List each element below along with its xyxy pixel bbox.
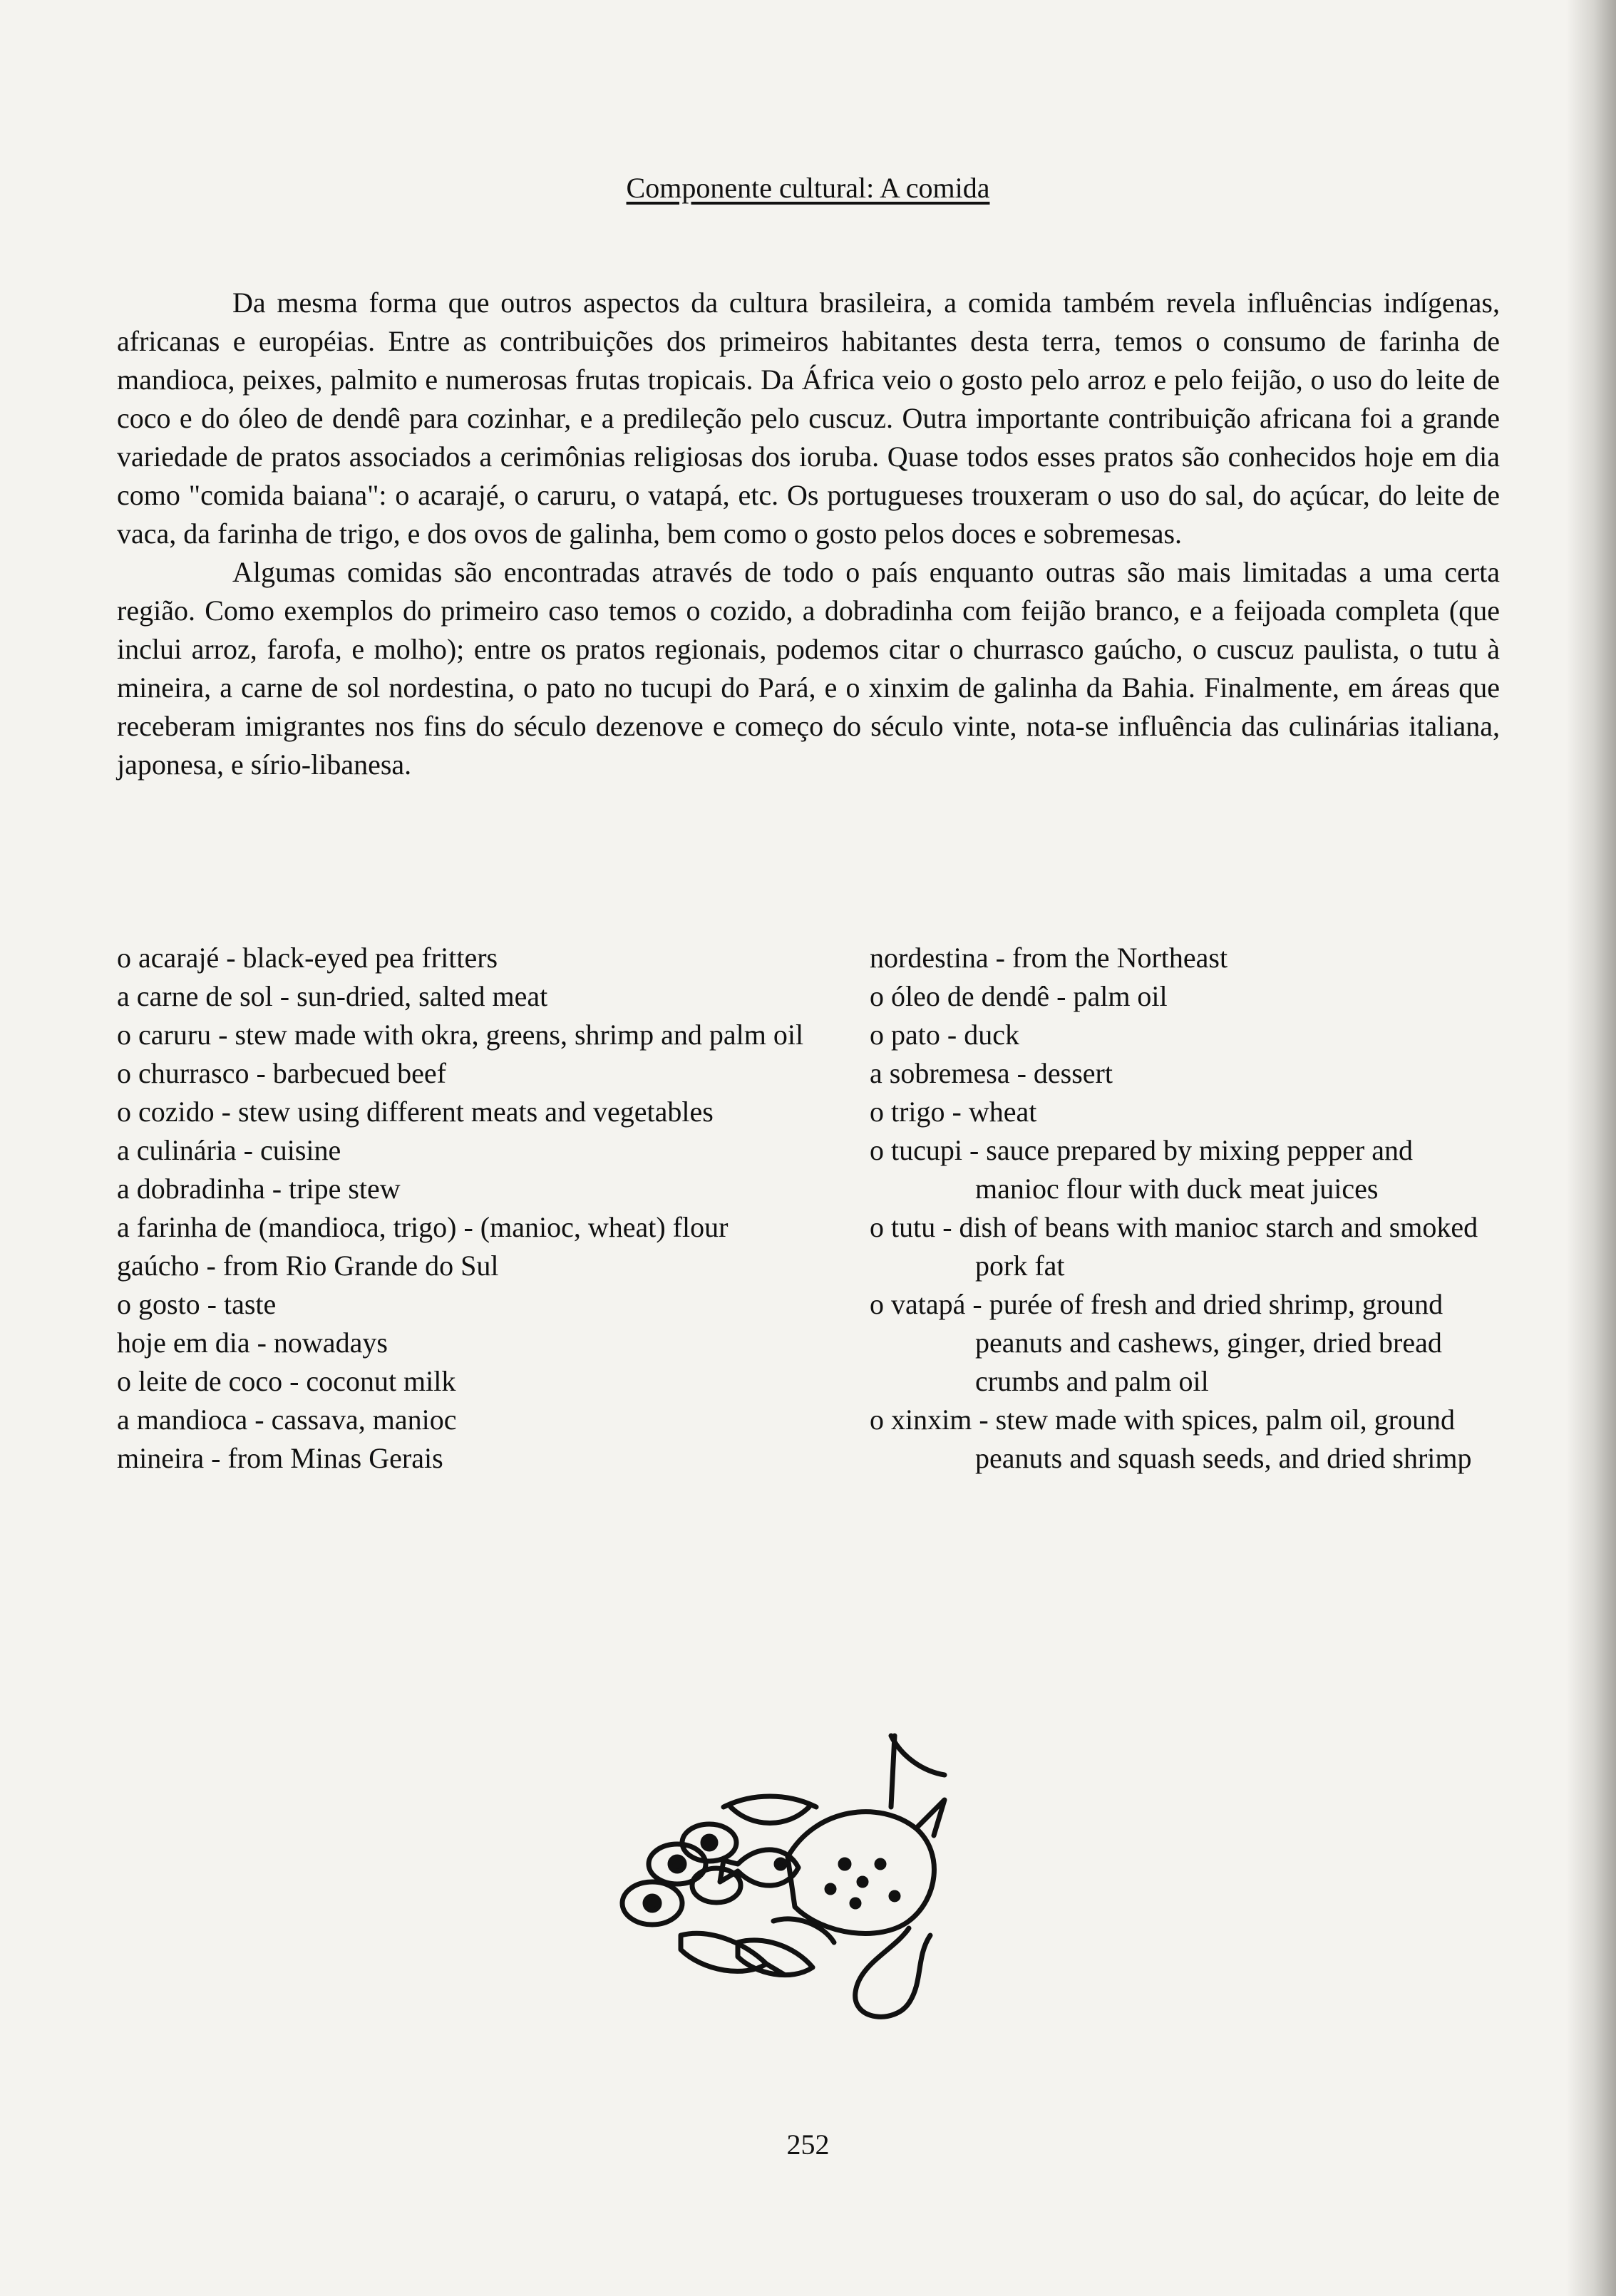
glossary-entry: o óleo de dendê - palm oil <box>870 980 1168 1012</box>
glossary-entry: o cozido - stew using different meats and vegetables <box>117 1096 714 1128</box>
glossary-entry: o pato - duck <box>870 1019 1019 1051</box>
glossary-entry: hoje em dia - nowadays <box>117 1327 388 1359</box>
body-text <box>117 284 1500 784</box>
page-edge-shadow <box>1566 0 1616 2296</box>
glossary-entry: a culinária - cuisine <box>117 1134 341 1166</box>
glossary-entry: o xinxim - stew made with spices, palm oil, ground peanuts and squash seeds, and dried shrimp <box>870 1404 1472 1474</box>
glossary-entry: o churrasco - barbecued beef <box>117 1057 446 1089</box>
glossary-entry: o trigo - wheat <box>870 1096 1037 1128</box>
glossary-entry: a dobradinha - tripe stew <box>117 1173 401 1205</box>
glossary-entry: a sobremesa - dessert <box>870 1057 1113 1089</box>
glossary-entry: gaúcho - from Rio Grande do Sul <box>117 1250 499 1282</box>
glossary-entry: nordestina - from the Northeast <box>870 942 1228 974</box>
food-illustration-icon <box>609 1721 1009 2028</box>
glossary-entry: o gosto - taste <box>117 1288 277 1320</box>
paragraph-1: Da mesma forma que outros aspectos da cultura brasileira, a comida também revela influências indígenas, africanas e européias. Entre as contribuições dos primeiros habitantes desta terra, temos o consumo de farinha de mandioca, peixes, palmito e numerosas frutas tropicais. Da África veio o gosto pelo arroz e pelo feijão, o uso do leite de coco e do óleo de dendê para cozinhar, e a predileção pelo cuscuz. Outra importante contribuição africana foi a grande variedade de pratos associados a cerimônias religiosas dos ioruba. Quase todos esses pratos são conhecidos hoje em dia como "comida baiana": o acarajé, o caruru, o vatapá, etc. Os portugueses trouxeram o uso do sal, do açúcar, do leite de vaca, da farinha de trigo, e dos ovos de galinha, bem como o gosto pelos doces e sobremesas. <box>117 287 1500 550</box>
glossary-left-column <box>117 939 815 1478</box>
glossary-entry: o leite de coco - coconut milk <box>117 1365 456 1397</box>
page-title: Componente cultural: A comida <box>626 172 990 204</box>
paragraph-2: Algumas comidas são encontradas através de todo o país enquanto outras são mais limitadas a uma certa região. Como exemplos do primeiro caso temos o cozido, a dobradinha com feijão branco, e a feijoada completa (que inclui arroz, farofa, e molho); entre os pratos regionais, podemos citar o churrasco gaúcho, o cuscuz paulista, o tutu à mineira, a carne de sol nordestina, o pato no tucupi do Pará, e o xinxim de galinha da Bahia. Finalmente, em áreas que receberam imigrantes nos fins do século dezenove e começo do século vinte, nota-se influência das culinárias italiana, japonesa, e sírio-libanesa. <box>117 556 1500 781</box>
glossary-entry: o tucupi - sauce prepared by mixing pepper and manioc flour with duck meat juices <box>870 1134 1413 1205</box>
glossary-entry: o vatapá - purée of fresh and dried shrimp, ground peanuts and cashews, ginger, dried bread crumbs and palm oil <box>870 1288 1443 1397</box>
glossary-entry: o caruru - stew made with okra, greens, shrimp and palm oil <box>117 1019 804 1051</box>
glossary-entry: a carne de sol - sun-dried, salted meat <box>117 980 548 1012</box>
glossary-right-column <box>870 939 1497 1478</box>
glossary-entry: o acarajé - black-eyed pea fritters <box>117 942 498 974</box>
glossary-entry: mineira - from Minas Gerais <box>117 1442 443 1474</box>
glossary-entry: o tutu - dish of beans with manioc starch and smoked pork fat <box>870 1211 1478 1282</box>
glossary-entry: a farinha de (mandioca, trigo) - (manioc, wheat) flour <box>117 1211 729 1243</box>
page-number: 252 <box>786 2128 830 2161</box>
glossary-entry: a mandioca - cassava, manioc <box>117 1404 457 1436</box>
